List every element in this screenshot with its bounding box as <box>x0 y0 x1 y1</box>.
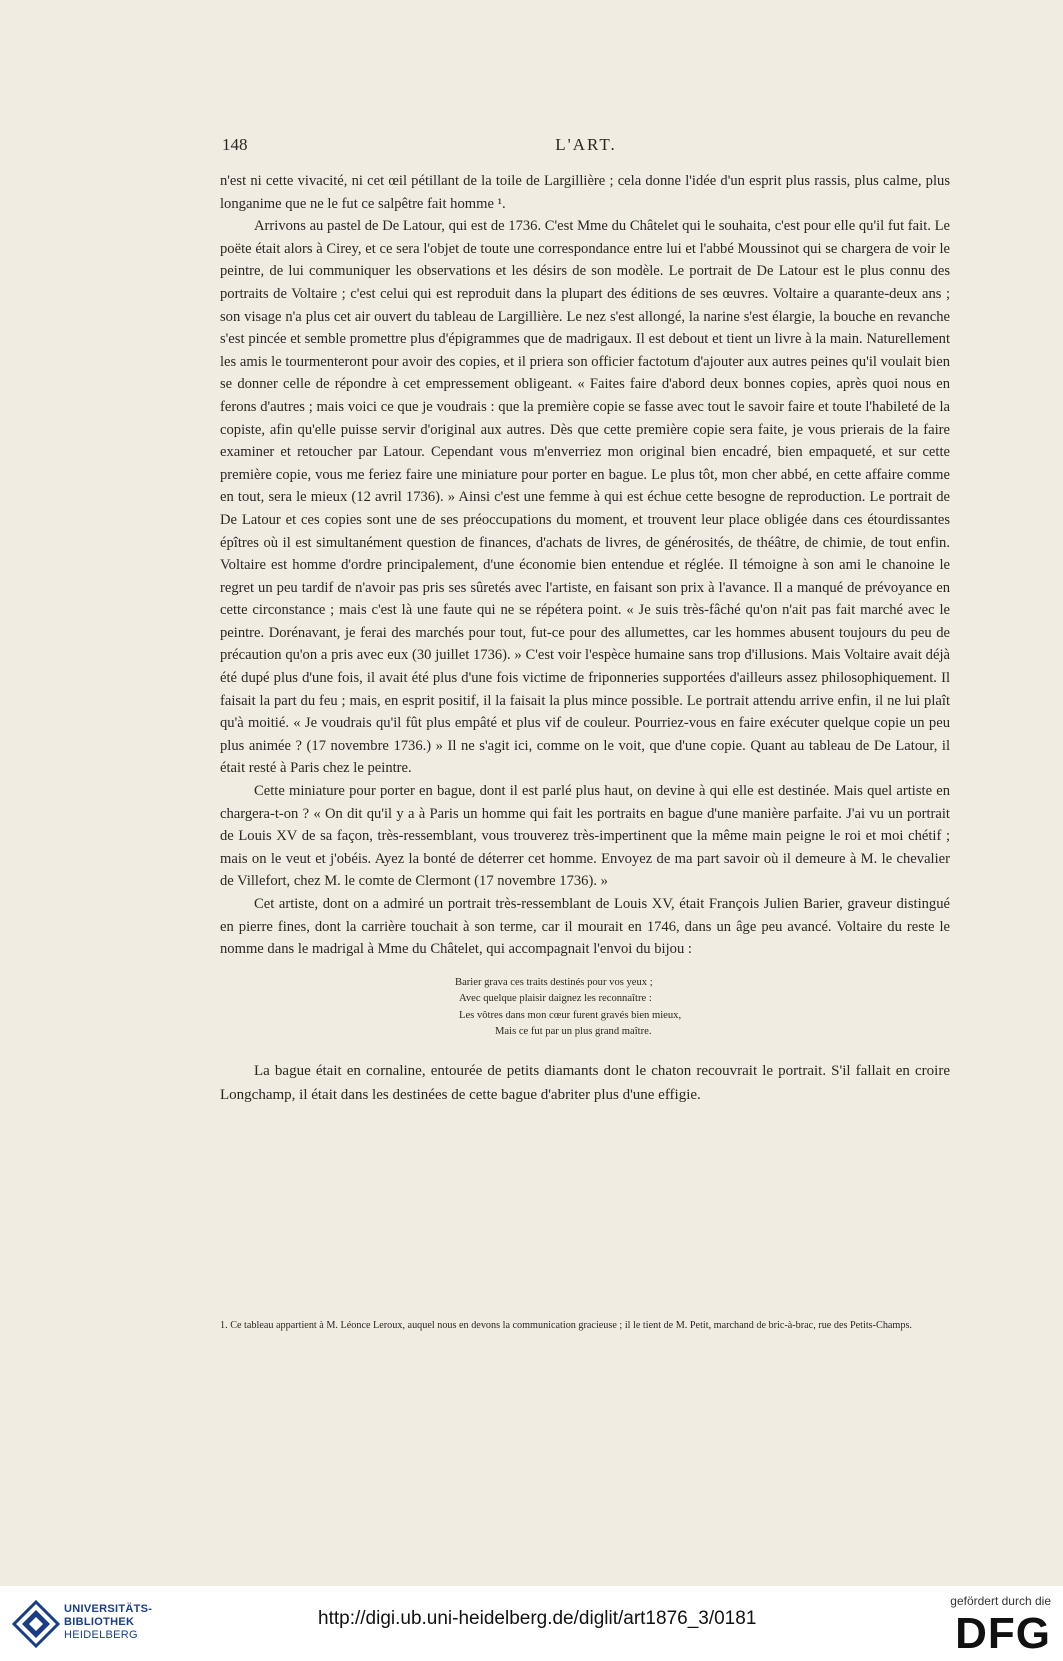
digitization-footer <box>0 1586 1063 1661</box>
page-number: 148 <box>222 135 248 154</box>
paragraph: n'est ni cette vivacité, ni cet œil pétillant de la toile de Largillière ; cela donne l'idée d'un esprit plus rassis, plus calme, plus longanime que ne le fut ce salpêtre fait homme ¹. <box>220 173 950 212</box>
paragraph: Cet artiste, dont on a admiré un portrait très-ressemblant de Louis XV, était François Julien Barier, graveur distingué en pierre fines, dont la carrière touchait à son terme, car il mourait en 1746, dans un âge peu avancé. Voltaire du reste le nomme dans le madrigal à Mme du Châtelet, qui accompagnait l'envoi du bijou : <box>220 896 950 958</box>
madrigal-verse <box>445 975 950 1041</box>
library-line: HEIDELBERG <box>64 1629 138 1641</box>
university-library-logo-icon <box>12 1600 60 1648</box>
verse-line: Avec quelque plaisir daignez les reconnaître : <box>459 993 652 1005</box>
permalink-url[interactable]: http://digi.ub.uni-heidelberg.de/diglit/art1876_3/0181 <box>318 1608 757 1629</box>
verse-line: Barier grava ces traits destinés pour vos yeux ; <box>455 976 653 988</box>
paragraph: Arrivons au pastel de De Latour, qui est de 1736. C'est Mme du Châtelet qui le souhaita, c'est pour elle qu'il fut fait. Le poëte était alors à Cirey, et ce sera l'objet de toute une correspondance entre lui et l'abbé Moussinot qui se chargera de voir le peintre, de lui communiquer les observations et les désirs de son modèle. Le portrait de De Latour est le plus connu des portraits de Voltaire ; c'est celui qui est reproduit dans la plupart des éditions de ses œuvres. Voltaire a quarante-deux ans ; son visage n'a plus cet air ouvert du tableau de Largillière. Le nez s'est allongé, la narine s'est élargie, la bouche en revanche s'est pincée et semble promettre plus d'épigrammes que de madrigaux. Il est debout et tient un livre à la main. Naturellement les amis le tourmenteront pour avoir des copies, et il priera son officier factotum d'ajouter aux autres peines qu'il voulait bien se donner celle de répondre à cet empressement obligeant. « Faites faire d'abord deux bonnes copies, après quoi nous en ferons d'autres ; mais voici ce que je voudrais : que la première copie se fasse avec tout le savoir faire et toute l'habileté de la copiste, afin qu'elle puisse servir d'original aux autres. Dès que cette première copie sera faite, je vous prierais de la faire examiner et retoucher par Latour. Cependant vous m'enverriez mon original bien encadré, bien empaqueté, et sur cette première copie, vous me feriez faire une miniature pour porter en bague. Le plus tôt, mon cher abbé, en cette affaire comme en tout, sera le mieux (12 avril 1736). » Ainsi c'est une femme à qui est échue cette besogne de reproduction. Le portrait de De Latour et ces copies sont une de ses préoccupations du moment, et trouvent leur place obligée dans ces étourdissantes épîtres où il est simultanément question de finances, d'achats de livres, de générosités, de théâtre, de chimie, de tout enfin. Voltaire est homme d'ordre principalement, d'une économie bien entendue et réglée. Il témoigne à son ami le chanoine le regret un peu tardif de n'avoir pas pris ses sûretés avec l'artiste, en faisant son prix à l'avance. Il a manqué de prévoyance en cette circonstance ; mais c'est là une faute qui ne se répétera point. « Je suis très-fâché qu'on n'ait pas fait marché avec le peintre. Dorénavant, je ferai des marchés pour tout, fut-ce pour des allumettes, car les hommes abusent toujours du peu de précaution qu'on a pris avec eux (30 juillet 1736). » C'est voir l'espèce humaine sans trop d'illusions. Mais Voltaire avait déjà été dupé plus d'une fois, il avait été plus d'une fois victime de friponneries supportées d'ailleurs assez philosophiquement. Il faisait la part du feu ; mais, en esprit positif, il la faisait la plus mince possible. Le portrait attendu arrive enfin, il ne lui plaît qu'à moitié. « Je voudrais qu'il fût plus empâté et plus vif de couleur. Pourriez-vous en faire exécuter quelque copie un peu plus animée ? (17 novembre 1736.) » Il ne s'agit ici, comme on le voit, que d'une copie. Quant au tableau de De Latour, il était resté à Paris chez le peintre. <box>220 218 950 777</box>
paragraph: Cette miniature pour porter en bague, dont il est parlé plus haut, on devine à qui elle est destinée. Mais quel artiste en chargera-t-on ? « On dit qu'il y a à Paris un homme qui fait les portraits en bague d'une manière parfaite. J'ai vu un portrait de Louis XV de sa façon, très-ressemblant, vous trouverez très-impertinent que la même main peigne le roi et moi chétif ; mais on le veut et j'obéis. Ayez la bonté de déterrer cet homme. Envoyez de ma part savoir où il demeure à M. le chevalier de Villefort, chez M. le comte de Clermont (17 novembre 1736). » <box>220 783 950 890</box>
verse-line: Les vôtres dans mon cœur furent gravés bien mieux, <box>459 1009 682 1021</box>
library-line: BIBLIOTHEK <box>64 1616 135 1628</box>
closing-paragraph: La bague était en cornaline, entourée de petits diamants dont le chaton recouvrait le portrait. S'il fallait en croire Longchamp, il était dans les destinées de cette bague d'abriter plus d'une effigie. <box>220 1062 950 1103</box>
library-name <box>64 1603 152 1642</box>
library-line: UNIVERSITÄTS- <box>64 1603 153 1615</box>
verse-line: Mais ce fut par un plus grand maître. <box>495 1026 652 1038</box>
footnote: 1. Ce tableau appartient à M. Léonce Leroux, auquel nous en devons la communication gracieuse ; il le tient de M. Petit, marchand de bric-à-brac, rue des Petits-Champs. <box>220 1320 912 1331</box>
running-head <box>222 135 950 155</box>
article-body <box>220 170 950 1107</box>
funded-by-label: gefördert durch die <box>950 1594 1051 1608</box>
journal-title: L'ART. <box>555 135 617 154</box>
dfg-logo: DFG <box>955 1609 1051 1658</box>
